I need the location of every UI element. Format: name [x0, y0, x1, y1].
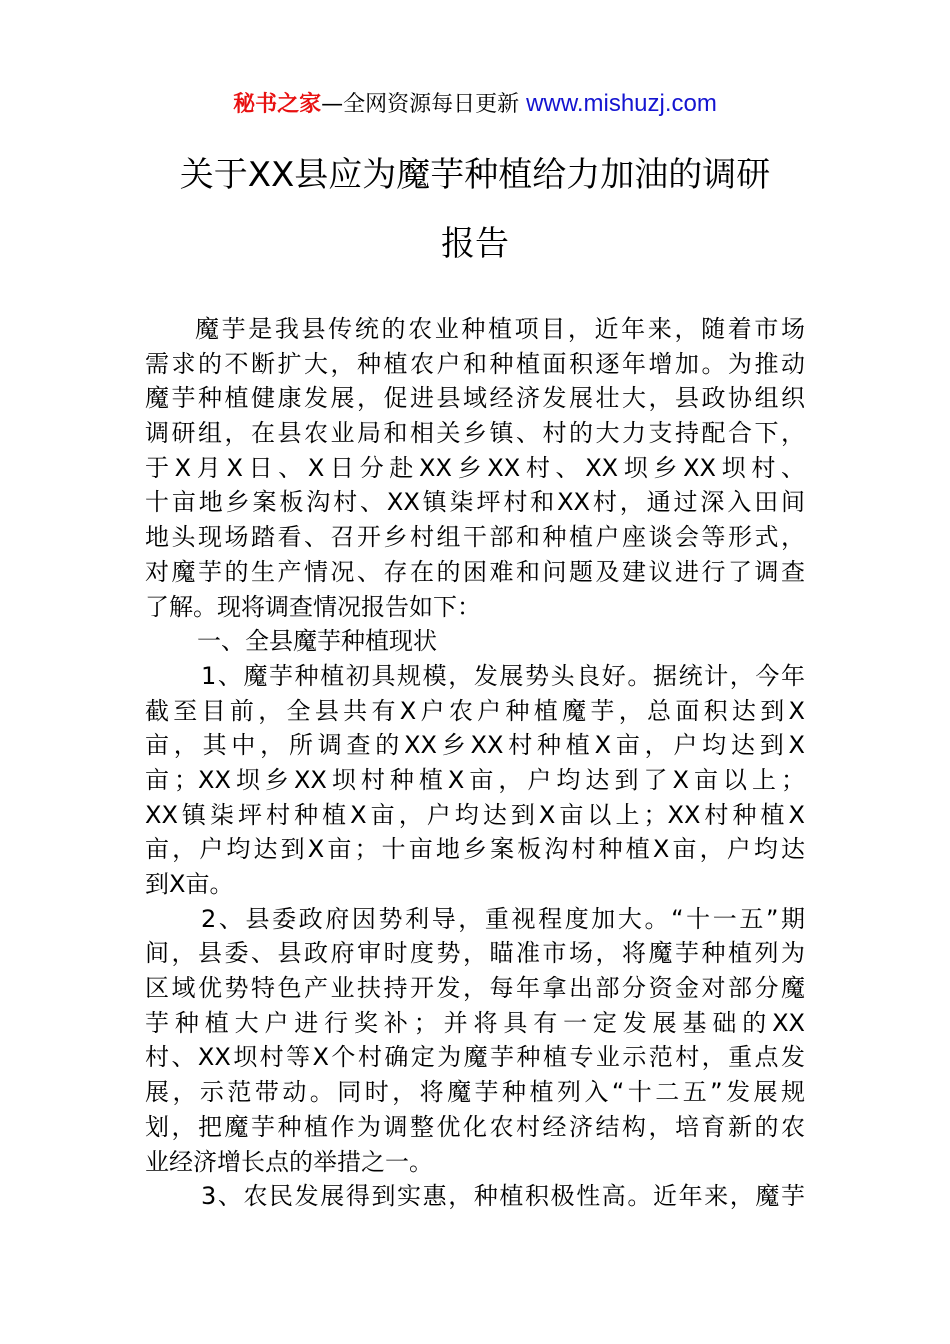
text-line: 1、魔芋种植初具规模，发展势头良好。据统计，今年 [201, 661, 805, 690]
text-line: 展，示范带动。同时，将魔芋种植列入“十二五”发展规 [145, 1078, 805, 1107]
document-title-line-2: 报告 [441, 224, 509, 264]
text-line: 魔芋是我县传统的农业种植项目，近年来，随着市场 [195, 315, 805, 343]
document-title-line-1: 关于XX县应为魔芋种植给力加油的调研 [179, 155, 771, 195]
text-line: 十亩地乡案板沟村、XX镇柒坪村和XX村，通过深入田间 [145, 488, 805, 517]
text-line: 间，县委、县政府审时度势，瞄准市场，将魔芋种植列为 [145, 939, 805, 968]
text-line: 2、县委政府因势利导，重视程度加大。“十一五”期 [201, 904, 805, 933]
text-line: 地头现场踏看、召开乡村组干部和种植户座谈会等形式， [145, 523, 805, 552]
text-line: 村、XX坝村等X个村确定为魔芋种植专业示范村，重点发 [145, 1043, 805, 1072]
text-line: 3、农民发展得到实惠，种植积极性高。近年来，魔芋 [201, 1182, 805, 1211]
document-body [145, 312, 805, 1214]
text-line: 亩，其中，所调查的XX乡XX村种植X亩，户均达到X [145, 731, 805, 760]
brand-name: 秘书之家 [233, 92, 322, 117]
slogan: —全网资源每日更新 [321, 92, 520, 117]
site-banner [0, 88, 950, 121]
text-line: 魔芋种植健康发展，促进县域经济发展壮大，县政协组织 [145, 384, 805, 413]
section-heading: 一、全县魔芋种植现状 [197, 627, 437, 656]
site-url[interactable]: www.mishuzj.com [526, 90, 717, 117]
text-line: 于X月X日、X日分赴XX乡XX村、XX坝乡XX坝村、 [145, 453, 805, 482]
text-line: 到X亩。 [145, 870, 234, 898]
text-line: 亩，户均达到X亩；十亩地乡案板沟村种植X亩，户均达 [145, 835, 805, 864]
text-line: 调研组，在县农业局和相关乡镇、村的大力支持配合下， [145, 419, 805, 448]
text-line: 了解。现将调查情况报告如下： [145, 592, 481, 621]
text-line: 需求的不断扩大，种植农户和种植面积逐年增加。为推动 [145, 349, 805, 378]
text-line: 芋种植大户进行奖补；并将具有一定发展基础的XX [145, 1008, 805, 1037]
text-line: 亩；XX坝乡XX坝村种植X亩，户均达到了X亩以上； [145, 765, 805, 794]
text-line: 划，把魔芋种植作为调整优化农村经济结构，培育新的农 [145, 1112, 805, 1141]
text-line: 区域优势特色产业扶持开发，每年拿出部分资金对部分魔 [145, 974, 805, 1003]
text-line: 截至目前，全县共有X户农户种植魔芋，总面积达到X [145, 696, 805, 725]
text-line: XX镇柒坪村种植X亩，户均达到X亩以上；XX村种植X [145, 800, 805, 829]
text-line: 业经济增长点的举措之一。 [145, 1147, 433, 1176]
text-line: 对魔芋的生产情况、存在的困难和问题及建议进行了调查 [145, 557, 805, 586]
